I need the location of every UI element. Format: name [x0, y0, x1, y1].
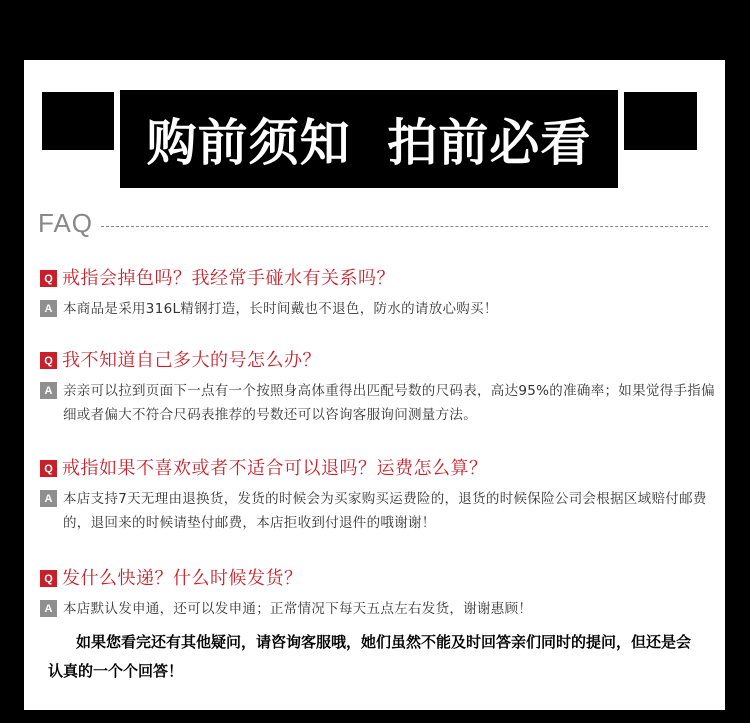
question-text: 戒指会掉色吗？我经常手碰水有关系吗？: [62, 268, 395, 289]
question-row: [40, 266, 720, 291]
faq-item-color-fade: [40, 266, 720, 321]
question-badge-icon: Q: [40, 352, 57, 369]
question-row: [40, 566, 720, 591]
question-badge-icon: Q: [40, 270, 57, 287]
banner-title: 购前须知 拍前必看: [146, 114, 592, 172]
question-row: [40, 456, 720, 481]
answer-badge-icon: A: [40, 600, 57, 617]
answer-badge-icon: A: [40, 300, 57, 317]
question-text: 戒指如果不喜欢或者不适合可以退吗？运费怎么算？: [62, 458, 488, 479]
faq-item-return: [40, 456, 720, 535]
answer-text: 本店默认发申通，还可以发申通；正常情况下每天五点左右发货，谢谢惠顾！: [63, 601, 533, 617]
answer-badge-icon: A: [40, 490, 57, 507]
banner-inner: [120, 90, 618, 188]
answer-row: [40, 379, 720, 427]
footer-note: 如果您看完还有其他疑问，请咨询客服哦，她们虽然不能及时回答亲们同时的提问，但还是会认真的一个个回答！: [48, 633, 692, 680]
question-badge-icon: Q: [40, 570, 57, 587]
banner: [114, 84, 624, 194]
answer-row: [40, 297, 720, 321]
question-row: [40, 348, 720, 373]
answer-text: 本店支持7天无理由退换货，发货的时候会为买家购买运费险的，退货的时候保险公司会根据区域赔付邮费的，退回来的时候请垫付邮费，本店拒收到付退件的哦谢谢！: [63, 491, 707, 531]
answer-text: 亲亲可以拉到页面下一点有一个按照身高体重得出匹配号数的尺码表，高达95%的准确率；如果觉得手指偏细或者偏大不符合尺码表推荐的号数还可以咨询客服询问测量方法。: [63, 383, 715, 423]
faq-divider: [101, 226, 708, 227]
answer-badge-icon: A: [40, 382, 57, 399]
faq-header: [38, 208, 708, 238]
faq-item-size: [40, 348, 720, 427]
question-badge-icon: Q: [40, 460, 57, 477]
notice-card: [24, 60, 725, 710]
question-text: 我不知道自己多大的号怎么办？: [62, 350, 321, 371]
answer-row: [40, 597, 720, 621]
answer-row: [40, 487, 720, 535]
faq-item-shipping: [40, 566, 720, 621]
question-text: 发什么快递？什么时候发货？: [62, 568, 303, 589]
faq-label: FAQ: [38, 207, 94, 238]
answer-text: 本商品是采用316L精钢打造，长时间戴也不退色，防水的请放心购买！: [63, 301, 498, 317]
